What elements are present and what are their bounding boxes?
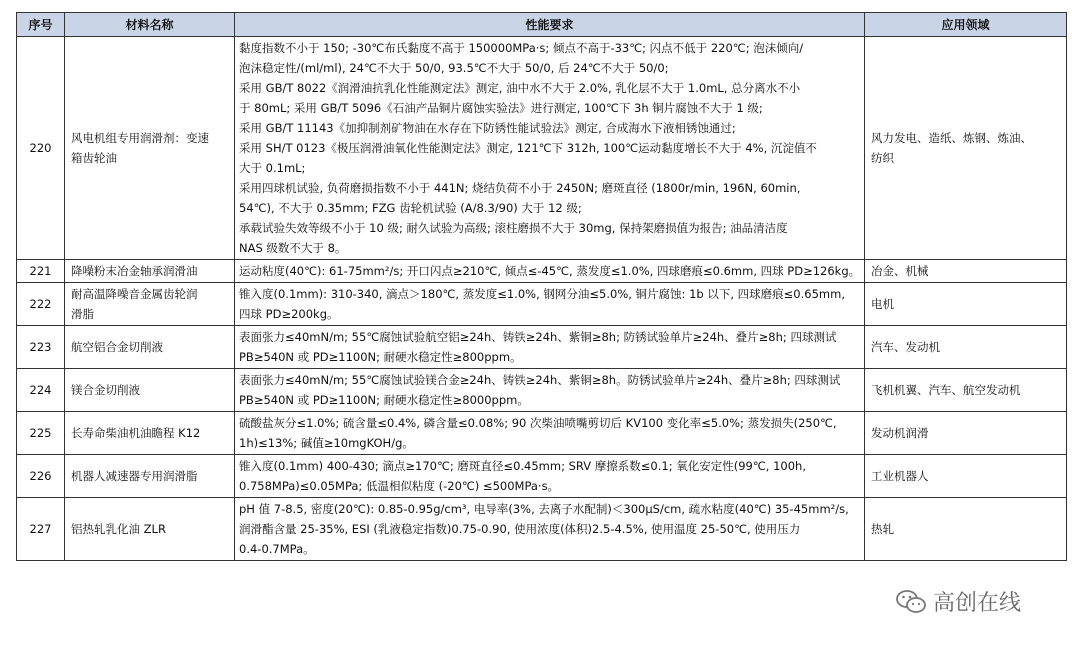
table-header-row — [17, 13, 1067, 37]
table-row — [17, 498, 1067, 561]
material-name-line: 航空铝合金切削液 — [71, 340, 163, 354]
watermark-text: 高创在线 — [933, 591, 1022, 616]
performance-line: 54℃), 不大于 0.35mm; FZG 齿轮机试验 (A/8.3/90) 大于 12 级; — [239, 201, 582, 215]
table-row — [17, 37, 1067, 260]
watermark — [895, 586, 1021, 617]
application-field — [865, 498, 1067, 561]
application-line: 飞机机翼、汽车、航空发动机 — [871, 383, 1021, 397]
performance-line: 黏度指数不小于 150; -30℃布氏黏度不高于 150000MPa·s; 倾点不高于-33℃; 闪点不低于 220℃; 泡沫倾向/ — [239, 41, 804, 55]
performance-requirements — [235, 37, 865, 260]
performance-line: NAS 级数不大于 8。 — [239, 241, 347, 255]
table-row — [17, 412, 1067, 455]
table-row — [17, 260, 1067, 283]
application-line: 汽车、发动机 — [871, 340, 940, 354]
application-field — [865, 369, 1067, 412]
material-name — [65, 455, 235, 498]
application-line: 纺织 — [871, 151, 894, 165]
performance-requirements — [235, 260, 865, 283]
row-number: 220 — [17, 37, 65, 260]
table-row — [17, 283, 1067, 326]
performance-line: 承载试验失效等级不小于 10 级; 耐久试验为高级; 滚柱磨损不大于 30mg, 保持架磨损值为报告; 油品清洁度 — [239, 221, 788, 235]
header-perf: 性能要求 — [235, 13, 865, 37]
header-name: 材料名称 — [65, 13, 235, 37]
performance-line: 泡沫稳定性/(ml/ml), 24℃不大于 50/0, 93.5℃不大于 50/0, 后 24℃不大于 50/0; — [239, 61, 669, 75]
material-name-line: 降噪粉末冶金轴承润滑油 — [71, 264, 198, 278]
material-name — [65, 369, 235, 412]
material-name-line: 耐高温降噪音金属齿轮润 — [71, 287, 198, 301]
table-row — [17, 326, 1067, 369]
performance-line: PB≥540N 或 PD≥1100N; 耐硬水稳定性≥800ppm。 — [239, 350, 522, 364]
row-number: 221 — [17, 260, 65, 283]
application-field — [865, 260, 1067, 283]
performance-line: pH 值 7-8.5, 密度(20℃): 0.85-0.95g/cm³, 电导率(3%, 去离子水配制)＜300μS/cm, 疏水粘度(40℃) 35-45mm²/s, — [239, 502, 849, 516]
performance-line: 四球 PD≥200kg。 — [239, 307, 339, 321]
material-name-line: 镁合金切削液 — [71, 383, 140, 397]
performance-line: 于 80mL; 采用 GB/T 5096《石油产品铜片腐蚀实验法》进行测定, 100℃下 3h 铜片腐蚀不大于 1 级; — [239, 101, 763, 115]
material-name — [65, 37, 235, 260]
performance-requirements — [235, 369, 865, 412]
application-field — [865, 412, 1067, 455]
material-name — [65, 326, 235, 369]
spec-table — [16, 12, 1067, 561]
application-line: 电机 — [871, 297, 894, 311]
material-name-line: 风电机组专用润滑剂：变速 — [71, 131, 209, 145]
performance-line: 运动粘度(40℃): 61-75mm²/s; 开口闪点≥210℃, 倾点≤-45℃, 蒸发度≤1.0%, 四球磨痕≤0.6mm, 四球 PD≥126kg。 — [239, 264, 860, 278]
performance-line: 采用 GB/T 8022《润滑油抗乳化性能测定法》测定, 油中水不大于 2.0%, 乳化层不大于 1.0mL, 总分离水不小 — [239, 81, 801, 95]
performance-line: 锥入度(0.1mm) 400-430; 滴点≥170℃; 磨斑直径≤0.45mm; SRV 摩擦系数≤0.1; 氧化安定性(99℃, 100h, — [239, 459, 806, 473]
application-line: 风力发电、造纸、炼钢、炼油、 — [871, 131, 1032, 145]
header-no: 序号 — [17, 13, 65, 37]
performance-line: 1h)≤13%; 碱值≥10mgKOH/g。 — [239, 436, 414, 450]
performance-line: 0.758MPa)≤0.05MPa; 低温相似粘度 (-20℃) ≤500MPa·s。 — [239, 479, 560, 493]
performance-line: 采用 GB/T 11143《加抑制剂矿物油在水存在下防锈性能试验法》测定, 合成海水下液相锈蚀通过; — [239, 121, 736, 135]
performance-line: 表面张力≤40mN/m; 55℃腐蚀试验镁合金≥24h、铸铁≥24h、紫铜≥8h。防锈试验单片≥24h、叠片≥8h; 四球测试 — [239, 373, 841, 387]
performance-line: 硫酸盐灰分≤1.0%; 硫含量≤0.4%, 磷含量≤0.08%; 90 次柴油喷嘴剪切后 KV100 变化率≤5.0%; 蒸发损失(250℃, — [239, 416, 837, 430]
material-name-line: 长寿命柴油机油瞻程 K12 — [71, 426, 201, 440]
row-number: 227 — [17, 498, 65, 561]
header-app: 应用领域 — [865, 13, 1067, 37]
table-row — [17, 369, 1067, 412]
performance-line: 0.4-0.7MPa。 — [239, 542, 315, 556]
wechat-icon — [895, 589, 927, 615]
application-field — [865, 37, 1067, 260]
material-name — [65, 498, 235, 561]
performance-requirements — [235, 455, 865, 498]
material-name — [65, 412, 235, 455]
material-name — [65, 283, 235, 326]
table-row — [17, 455, 1067, 498]
application-line: 发动机润滑 — [871, 426, 929, 440]
material-name-line: 机器人减速器专用润滑脂 — [71, 469, 198, 483]
application-line: 工业机器人 — [871, 469, 929, 483]
row-number: 222 — [17, 283, 65, 326]
row-number: 223 — [17, 326, 65, 369]
row-number: 226 — [17, 455, 65, 498]
material-name-line: 铝热轧乳化油 ZLR — [71, 522, 166, 536]
performance-requirements — [235, 283, 865, 326]
application-field — [865, 326, 1067, 369]
performance-line: PB≥540N 或 PD≥1100N; 耐硬水稳定性≥8000ppm。 — [239, 393, 529, 407]
material-name-line: 箱齿轮油 — [71, 151, 117, 165]
performance-requirements — [235, 412, 865, 455]
performance-line: 采用四球机试验, 负荷磨损指数不小于 441N; 烧结负荷不小于 2450N; 磨斑直径 (1800r/min, 196N, 60min, — [239, 181, 801, 195]
performance-line: 锥入度(0.1mm): 310-340, 滴点＞180℃, 蒸发度≤1.0%, 钢网分油≤5.0%, 铜片腐蚀: 1b 以下, 四球磨痕≤0.65mm, — [239, 287, 845, 301]
row-number: 224 — [17, 369, 65, 412]
performance-requirements — [235, 326, 865, 369]
material-name-line: 滑脂 — [71, 307, 94, 321]
application-line: 冶金、机械 — [871, 264, 929, 278]
application-line: 热轧 — [871, 522, 894, 536]
application-field — [865, 283, 1067, 326]
performance-line: 大于 0.1mL; — [239, 161, 306, 175]
performance-requirements — [235, 498, 865, 561]
row-number: 225 — [17, 412, 65, 455]
performance-line: 采用 SH/T 0123《极压润滑油氧化性能测定法》测定, 121℃下 312h, 100℃运动黏度增长不大于 4%, 沉淀值不 — [239, 141, 817, 155]
application-field — [865, 455, 1067, 498]
performance-line: 表面张力≤40mN/m; 55℃腐蚀试验航空铝≥24h、铸铁≥24h、紫铜≥8h; 防锈试验单片≥24h、叠片≥8h; 四球测试 — [239, 330, 837, 344]
performance-line: 润滑酯含量 25-35%, ESI (乳液稳定指数)0.75-0.90, 使用浓度(体积)2.5-4.5%, 使用温度 25-50℃, 使用压力 — [239, 522, 801, 536]
material-name — [65, 260, 235, 283]
